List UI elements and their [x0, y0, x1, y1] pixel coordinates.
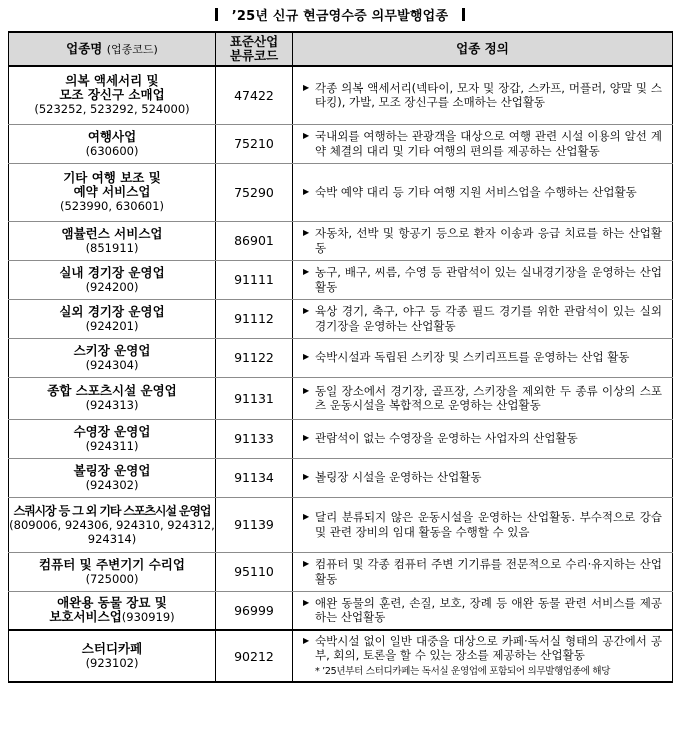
industry-name-cell — [9, 552, 216, 591]
definition-text — [301, 129, 662, 158]
table-row — [9, 299, 673, 338]
standard-code-cell: 91111 — [216, 260, 293, 299]
header-name-label: 업종명 — [66, 40, 103, 56]
industry-name: 여행사업 — [87, 128, 137, 144]
definition-body: 국내외를 여행하는 관광객을 대상으로 여행 관련 시설 이용의 알선 계약 체결의 대리 및 기타 여행의 편의를 제공하는 산업활동 — [315, 129, 662, 158]
industry-name: 볼링장 운영업 — [73, 462, 151, 478]
definition-body: 컴퓨터 및 각종 컴퓨터 주변 기기류를 전문적으로 수리·유지하는 산업활동 — [315, 557, 662, 586]
table-row — [9, 377, 673, 419]
definition-text — [301, 510, 662, 539]
table-row — [9, 419, 673, 458]
definition-cell — [293, 497, 673, 552]
definition-body: 자동차, 선박 및 항공기 등으로 환자 이송과 응급 치료를 하는 산업활동 — [315, 226, 662, 255]
definition-body: 달리 분류되지 않은 운동시설을 운영하는 산업활동. 부수적으로 강습 및 관련 장비의 임대 활동을 수행할 수 있음 — [315, 510, 662, 539]
table-row — [9, 630, 673, 682]
definition-body: 동일 장소에서 경기장, 골프장, 스키장을 제외한 두 종류 이상의 스포츠 운동시설을 복합적으로 운영하는 산업활동 — [315, 383, 662, 412]
definition-cell — [293, 630, 673, 682]
triangle-bullet-icon: ▶ — [303, 131, 310, 140]
definition-text — [301, 470, 662, 485]
definition-text — [301, 557, 662, 586]
triangle-bullet-icon: ▶ — [303, 433, 310, 443]
table-row — [9, 260, 673, 299]
table-row — [9, 497, 673, 552]
standard-code-cell: 91139 — [216, 497, 293, 552]
industry-name-cell — [9, 163, 216, 221]
industry-code: (630600) — [85, 143, 139, 158]
industry-name: 스쿼시장 등 그 외 기타 스포츠시설 운영업 — [13, 503, 211, 518]
definition-text — [301, 265, 662, 294]
industry-name-cell — [9, 260, 216, 299]
header-name — [9, 32, 216, 66]
definition-cell — [293, 419, 673, 458]
table-row — [9, 66, 673, 124]
table-row — [9, 124, 673, 163]
triangle-bullet-icon: ▶ — [303, 635, 310, 645]
industry-code: (851911) — [85, 240, 139, 255]
industry-name-cell — [9, 458, 216, 497]
definition-text — [301, 634, 662, 663]
definition-text — [301, 226, 662, 255]
table-row — [9, 221, 673, 260]
industry-name: 실외 경기장 운영업 — [59, 303, 165, 319]
definition-body: 숙박 예약 대리 등 기타 여행 지원 서비스업을 수행하는 산업활동 — [315, 184, 637, 199]
triangle-bullet-icon: ▶ — [303, 228, 310, 237]
title-bar-right — [462, 8, 465, 21]
table-header-row — [9, 32, 673, 66]
industry-code: (924313) — [85, 398, 139, 412]
table-row — [9, 338, 673, 377]
standard-code-cell: 91133 — [216, 419, 293, 458]
industry-name-cell — [9, 221, 216, 260]
definition-body: 숙박시설과 독립된 스키장 및 스키리프트를 운영하는 산업 활동 — [315, 350, 630, 365]
header-std-line2: 분류코드 — [229, 48, 279, 63]
industry-name: 실내 경기장 운영업 — [59, 264, 165, 280]
standard-code-cell: 91112 — [216, 299, 293, 338]
industry-name: 의복 액세서리 및 — [65, 73, 159, 89]
industry-name-cell — [9, 591, 216, 630]
industry-name-cell — [9, 66, 216, 124]
title-bar-left — [215, 8, 218, 21]
definition-cell — [293, 591, 673, 630]
industry-name — [9, 610, 215, 624]
definition-cell — [293, 163, 673, 221]
definition-text — [301, 596, 662, 625]
industry-code: (930919) — [121, 610, 175, 625]
triangle-bullet-icon: ▶ — [303, 472, 310, 482]
industry-code: (924311) — [85, 438, 139, 453]
triangle-bullet-icon: ▶ — [303, 82, 310, 92]
triangle-bullet-icon: ▶ — [303, 559, 310, 568]
triangle-bullet-icon: ▶ — [303, 306, 310, 315]
industry-code: (924200) — [85, 279, 139, 294]
standard-code-cell: 91131 — [216, 377, 293, 419]
definition-cell — [293, 260, 673, 299]
industry-name-cell — [9, 630, 216, 682]
industry-table — [8, 31, 673, 683]
industry-name: 수영장 운영업 — [73, 423, 151, 439]
table-row — [9, 458, 673, 497]
definition-body: 농구, 배구, 씨름, 수영 등 관람석이 있는 실내경기장을 운영하는 산업활동 — [315, 265, 662, 294]
definition-body: 애완 동물의 훈련, 손질, 보호, 장례 등 애완 동물 관련 서비스를 제공하는 산업활동 — [315, 595, 662, 625]
industry-code: (523252, 523292, 524000) — [34, 102, 190, 117]
header-std-code — [216, 32, 293, 66]
industry-name: 기타 여행 보조 및 — [63, 170, 161, 185]
definition-text — [301, 431, 662, 446]
table-row — [9, 552, 673, 591]
triangle-bullet-icon: ▶ — [303, 512, 310, 521]
triangle-bullet-icon: ▶ — [303, 186, 310, 196]
industry-name: 스터디카페 — [81, 641, 143, 656]
industry-code: (924201) — [85, 318, 139, 333]
definition-body: 숙박시설 없이 일반 대중을 대상으로 카페·독서실 형태의 공간에서 공부, 회의, 토론을 할 수 있는 장소를 제공하는 산업활동 — [315, 633, 662, 662]
definition-cell — [293, 552, 673, 591]
definition-cell — [293, 299, 673, 338]
definition-body: 볼링장 시설을 운영하는 산업활동 — [315, 470, 482, 485]
standard-code-cell: 95110 — [216, 552, 293, 591]
industry-code: (809006, 924306, 924310, 924312, 924314) — [9, 517, 215, 546]
standard-code-cell: 90212 — [216, 630, 293, 682]
standard-code-cell: 91122 — [216, 338, 293, 377]
definition-cell — [293, 458, 673, 497]
industry-name: 애완용 동물 장묘 및 — [57, 595, 167, 611]
header-name-sub: (업종코드) — [106, 42, 158, 56]
triangle-bullet-icon: ▶ — [303, 352, 310, 362]
industry-name-cell — [9, 338, 216, 377]
table-row — [9, 163, 673, 221]
industry-name-cell — [9, 419, 216, 458]
standard-code-cell: 47422 — [216, 66, 293, 124]
industry-name: 앰뷸런스 서비스업 — [61, 225, 163, 241]
definition-cell — [293, 377, 673, 419]
definition-cell — [293, 66, 673, 124]
definition-cell — [293, 338, 673, 377]
definition-note: * ’25년부터 스터디카페는 독서실 운영업에 포함되어 의무발행업종에 해당 — [315, 665, 611, 677]
triangle-bullet-icon: ▶ — [303, 267, 310, 276]
standard-code-cell: 75210 — [216, 124, 293, 163]
triangle-bullet-icon: ▶ — [303, 597, 310, 607]
industry-name: 스키장 운영업 — [73, 342, 151, 358]
definition-text — [301, 304, 662, 333]
definition-text — [301, 384, 662, 413]
header-std-line1: 표준산업 — [229, 34, 279, 49]
industry-code: (523990, 630601) — [59, 199, 165, 213]
industry-code: (924304) — [85, 357, 139, 372]
industry-name: 컴퓨터 및 주변기기 수리업 — [39, 556, 185, 572]
table-body — [9, 66, 673, 682]
standard-code-cell: 86901 — [216, 221, 293, 260]
industry-name-cell — [9, 124, 216, 163]
document-title — [0, 6, 680, 28]
definition-text — [301, 81, 662, 110]
table-row — [9, 591, 673, 630]
title-text: ’25년 신규 현금영수증 의무발행업종 — [231, 9, 449, 24]
industry-name-text: 보호서비스업 — [49, 609, 122, 625]
definition-cell — [293, 221, 673, 260]
industry-name-cell — [9, 299, 216, 338]
triangle-bullet-icon: ▶ — [303, 385, 310, 395]
standard-code-cell: 75290 — [216, 163, 293, 221]
industry-code: (725000) — [85, 571, 139, 586]
header-definition: 업종 정의 — [293, 32, 673, 66]
standard-code-cell: 96999 — [216, 591, 293, 630]
definition-text — [301, 185, 662, 200]
definition-body: 육상 경기, 축구, 야구 등 각종 필드 경기를 위한 관람석이 있는 실외 경기장을 운영하는 산업활동 — [315, 304, 662, 333]
industry-name: 종합 스포츠시설 운영업 — [47, 383, 177, 398]
definition-body: 각종 의복 액세서리(넥타이, 모자 및 장갑, 스카프, 머플러, 양말 및 스타킹), 가발, 모조 장신구를 소매하는 산업활동 — [315, 80, 662, 110]
standard-code-cell: 91134 — [216, 458, 293, 497]
definition-body: 관람석이 없는 수영장을 운영하는 사업자의 산업활동 — [315, 431, 578, 446]
industry-name-cell — [9, 497, 216, 552]
industry-code: (923102) — [85, 656, 139, 670]
definition-text — [301, 350, 662, 365]
industry-name-cell — [9, 377, 216, 419]
definition-cell — [293, 124, 673, 163]
industry-name: 모조 장신구 소매업 — [59, 87, 165, 103]
industry-name: 예약 서비스업 — [73, 184, 151, 199]
industry-code: (924302) — [85, 477, 139, 492]
